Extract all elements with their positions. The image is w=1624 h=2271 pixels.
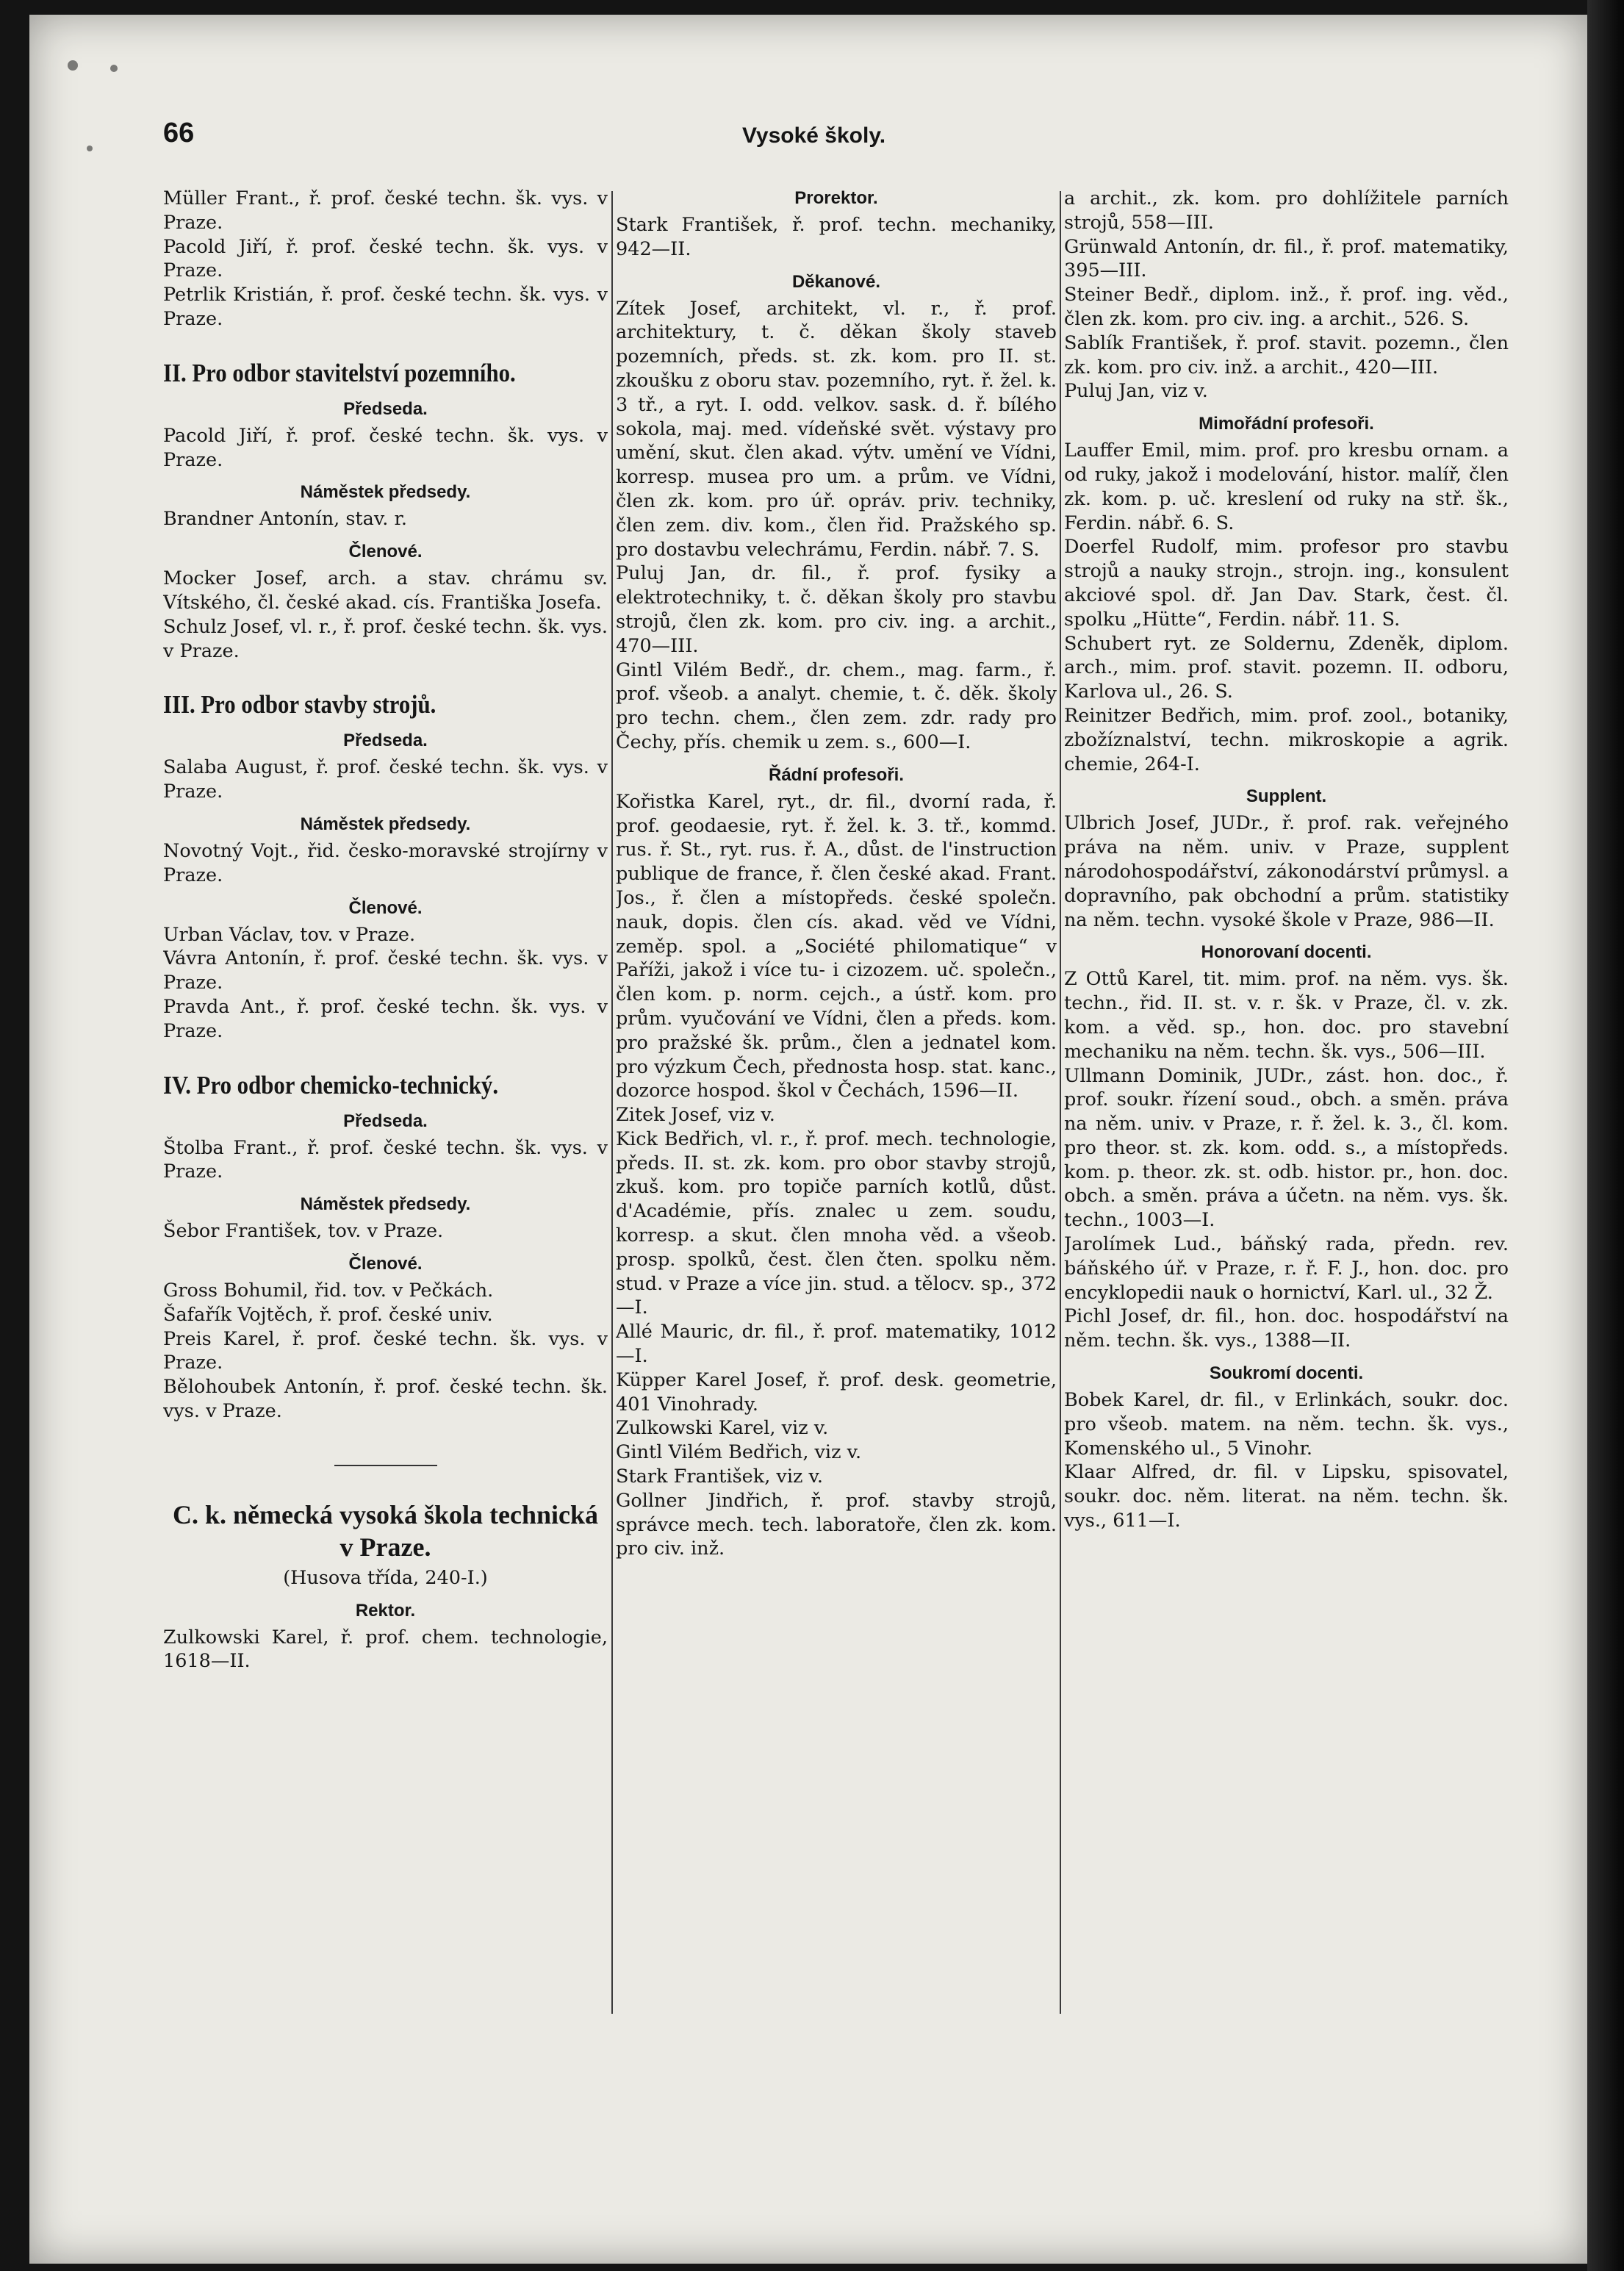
speck-mark <box>87 146 93 151</box>
entry: Zulkowski Karel, viz v. <box>616 1417 829 1440</box>
entry: Puluj Jan, dr. fil., ř. prof. fysiky a elektrotechniky, t. č. děkan školy pro stavbu strojů, člen zk. kom. pro civ. ing. a archit., 470—III. <box>616 562 1057 657</box>
column-rule <box>611 191 613 2014</box>
section-heading: IV. Pro odbor chemicko-technický. <box>163 1070 499 1099</box>
running-head: Vysoké školy. <box>742 123 886 148</box>
subheading: Předseda. <box>343 1111 428 1131</box>
section-heading: II. Pro odbor stavitelství pozemního. <box>163 358 516 387</box>
entry: Schubert ryt. ze Soldernu, Zdeněk, diplom. arch., mim. prof. stavit. pozemn. II. odboru, Karlova ul., 26. S. <box>1064 632 1509 703</box>
entry: Pacold Jiří, ř. prof. české techn. šk. vys. v Praze. <box>163 424 608 471</box>
column-middle <box>616 187 1057 2039</box>
subheading: Náměstek předsedy. <box>300 482 471 503</box>
entry: Gollner Jindřich, ř. prof. stavby strojů, správce mech. tech. laboratoře, člen zk. kom. pro civ. inž. <box>616 1489 1057 1560</box>
column-rule <box>1060 191 1061 2014</box>
entry: Doerfel Rudolf, mim. profesor pro stavbu strojů a nauky strojn., strojn. ing., konsulent akciové spol. dř. Jan Dav. Stark, čest. čl. spolku „Hütte“, Ferdin. nábř. 11. S. <box>1064 536 1509 631</box>
entry: Schulz Josef, vl. r., ř. prof. české techn. šk. vys. v Praze. <box>163 615 608 662</box>
subheading: Supplent. <box>1246 786 1327 807</box>
entry: Šebor František, tov. v Praze. <box>163 1220 444 1243</box>
subheading: Předseda. <box>343 398 428 419</box>
entry: Kořistka Karel, ryt., dr. fil., dvorní rada, ř. prof. geodaesie, ryt. ř. žel. k. 3. tř., kommd. rus. ř. St., ryt. rus. ř. A., důst. de l'instruction publique de france, ř. člen české akad. Frant. Jos., ř. člen a místopředs. české společn. nauk, dopis. člen cís. akad. věd ve Vídni, zeměp. spol. a „Société philomatique“ v Paříži, jakož i více tu- i cizozem. uč. společn., člen kom. p. norm. cejch., a ústř. kom. pro prům. vyučování ve Vídni, člen a předs. kom. pro pražské šk. prům., člen a jednatel kom. pro výzkum Čech, přednosta hosp. stat. kanc., dozorce hospod. škol v Čechách, 1596—II. <box>616 790 1057 1102</box>
subheading: Náměstek předsedy. <box>300 1194 471 1215</box>
section-divider <box>334 1465 437 1466</box>
entry: Vávra Antonín, ř. prof. české techn. šk. vys. v Praze. <box>163 947 608 994</box>
subheading: Řádní profesoři. <box>768 764 905 785</box>
column-left <box>163 187 608 2039</box>
entry: Pacold Jiří, ř. prof. české techn. šk. vys. v Praze. <box>163 235 608 282</box>
entry: Petrlik Kristián, ř. prof. české techn. šk. vys. v Praze. <box>163 284 608 330</box>
subheading: Prorektor. <box>794 188 878 208</box>
page-number: 66 <box>163 118 195 148</box>
entry: Pravda Ant., ř. prof. české techn. šk. vys. v Praze. <box>163 995 608 1042</box>
entry: Allé Mauric, dr. fil., ř. prof. matematiky, 1012—I. <box>616 1321 1057 1368</box>
speck-mark <box>110 65 118 72</box>
entry: Gintl Vilém Bedř., dr. chem., mag. farm., ř. prof. všeob. a analyt. chemie, t. č. děk. školy pro techn. chem., člen zem. zdr. rady pro Čechy, přís. chemik u zem. s., 600—I. <box>616 659 1057 753</box>
entry: Stark František, viz v. <box>616 1465 824 1488</box>
entry: a archit., zk. kom. pro dohlížitele parních strojů, 558—III. <box>1064 187 1509 234</box>
entry: Brandner Antonín, stav. r. <box>163 508 407 531</box>
entry: Šafařík Vojtěch, ř. prof. české univ. <box>163 1303 493 1326</box>
entry: Jarolímek Lud., báňský rada, předn. rev. báňského úř. v Praze, r. ř. F. J., hon. doc. pro encyklopedii nauk o hornictví, Karl. ul., 32 Ž. <box>1064 1233 1509 1304</box>
subheading: Mimořádní profesoři. <box>1199 414 1374 434</box>
entry: Sablík František, ř. prof. stavit. pozemn., člen zk. kom. pro civ. inž. a archit., 420—III. <box>1064 331 1509 378</box>
speck-mark <box>68 60 78 71</box>
entry: Steiner Bedř., diplom. inž., ř. prof. ing. věd., člen zk. kom. pro civ. ing. a archit., 526. S. <box>1064 284 1509 330</box>
subheading: Členové. <box>348 897 423 918</box>
entry: Bobek Karel, dr. fil., v Erlinkách, soukr. doc. pro všeob. matem. na něm. techn. šk. vys., Komenského ul., 5 Vinohr. <box>1064 1389 1509 1460</box>
subheading: Náměstek předsedy. <box>300 814 471 834</box>
entry: Zítek Josef, architekt, vl. r., ř. prof. architektury, t. č. děkan školy staveb pozemních, předs. st. zk. kom. pro II. st. zkoušku z oboru stav. pozemního, ryt. ř. žel. k. 3 tř., a ryt. I. odd. velkov. sask. d. ř. bílého sokola, maj. med. vídeňské svět. výstavy pro umění, skut. člen akad. výtv. umění ve Vídni, korresp. musea pro um. a prům. ve Vídni, člen zk. kom. pro úř. opráv. priv. techniky, člen zem. div. kom., člen řid. Pražského sp. pro dostavbu velechrámu, Ferdin. nábř. 7. S. <box>616 297 1057 561</box>
entry: Ulbrich Josef, JUDr., ř. prof. rak. veřejného práva na něm. univ. v Praze, supplent národohospodářství, zákonodárství průmysl. a dopravního, pak obchodní a prům. statistiky na něm. techn. vysoké škole v Praze, 986—II. <box>1064 812 1509 931</box>
entry: Mocker Josef, arch. a stav. chrámu sv. Vítského, čl. české akad. cís. Františka Josefa. <box>163 567 608 614</box>
entry: Urban Václav, tov. v Praze. <box>163 923 416 946</box>
entry: Stark František, ř. prof. techn. mechaniky, 942—II. <box>616 214 1057 260</box>
entry: Pichl Josef, dr. fil., hon. doc. hospodářství na něm. techn. šk. vys., 1388—II. <box>1064 1305 1509 1352</box>
column-right <box>1064 187 1509 2039</box>
subheading: Předseda. <box>343 731 428 751</box>
entry: Zulkowski Karel, ř. prof. chem. technologie, 1618—II. <box>163 1626 608 1673</box>
entry: Klaar Alfred, dr. fil. v Lipsku, spisovatel, soukr. doc. něm. literat. na něm. techn. šk. vys., 611—I. <box>1064 1461 1509 1532</box>
school-address: (Husova třída, 240-I.) <box>283 1566 488 1589</box>
entry: Z Ottů Karel, tit. mim. prof. na něm. vys. šk. techn., řid. II. st. v. r. šk. v Praze, čl. v. zk. kom. a věd. sp., hon. doc. pro stavební mechaniku na něm. techn. šk. vys., 506—III. <box>1064 968 1509 1063</box>
entry: Kick Bedřich, vl. r., ř. prof. mech. technologie, předs. II. st. zk. kom. pro obor stavby strojů, zkuš. kom. pro topiče parních kotlů, důst. d'Académie, přís. znalec u zem. soudu, korresp. a skut. člen mnoha věd. a všeob. prosp. spolků, čest. člen čten. spolku něm. stud. v Praze a více jin. stud. a tělocv. sp., 372—I. <box>616 1127 1057 1319</box>
subheading: Honorovaní docenti. <box>1201 942 1372 963</box>
entry: Gross Bohumil, řid. tov. v Pečkách. <box>163 1279 494 1302</box>
subheading: Členové. <box>348 1253 423 1274</box>
subheading: Rektor. <box>355 1600 416 1621</box>
entry: Puluj Jan, viz v. <box>1064 380 1208 403</box>
entry: Küpper Karel Josef, ř. prof. desk. geometrie, 401 Vinohrady. <box>616 1368 1057 1416</box>
page-edge-shadow <box>1587 0 1624 2271</box>
subheading: Členové. <box>348 542 423 562</box>
entry: Preis Karel, ř. prof. české techn. šk. vys. v Praze. <box>163 1327 608 1374</box>
school-title: C. k. německá vysoká škola technická v Praze. <box>172 1499 599 1562</box>
entry: Lauffer Emil, mim. prof. pro kresbu ornam. a od ruky, jakož i modelování, histor. malíř, člen zk. kom. p. uč. kreslení od ruky na stř. šk., Ferdin. nábř. 6. S. <box>1064 440 1509 534</box>
entry: Zitek Josef, viz v. <box>616 1104 775 1127</box>
subheading: Děkanové. <box>791 271 881 292</box>
entry: Ullmann Dominik, JUDr., zást. hon. doc., ř. prof. soukr. řízení soud., obch. a směn. práva na něm. univ. v Praze, r. ř. žel. k. 3., čl. kom. pro theor. st. zk. kom. odd. s., a místopředs. kom. p. theor. zk. st. odb. histor. pr., hon. doc. obch. a směn. práva a účetn. na něm. vys. šk. techn., 1003—I. <box>1064 1064 1509 1232</box>
entry: Reinitzer Bedřich, mim. prof. zool., botaniky, zbožíznalství, techn. mikroskopie a agrik. chemie, 264-I. <box>1064 704 1509 775</box>
entry: Štolba Frant., ř. prof. české techn. šk. vys. v Praze. <box>163 1136 608 1183</box>
entry: Gintl Vilém Bedřich, viz v. <box>616 1441 862 1464</box>
entry: Grünwald Antonín, dr. fil., ř. prof. matematiky, 395—III. <box>1064 235 1509 282</box>
entry: Bělohoubek Antonín, ř. prof. české techn. šk. vys. v Praze. <box>163 1376 608 1422</box>
entry: Novotný Vojt., řid. česko-moravské strojírny v Praze. <box>163 839 608 886</box>
subheading: Soukromí docenti. <box>1209 1363 1364 1384</box>
section-heading: III. Pro odbor stavby strojů. <box>163 690 436 720</box>
entry: Müller Frant., ř. prof. české techn. šk. vys. v Praze. <box>163 187 608 234</box>
entry: Salaba August, ř. prof. české techn. šk. vys. v Praze. <box>163 756 608 803</box>
